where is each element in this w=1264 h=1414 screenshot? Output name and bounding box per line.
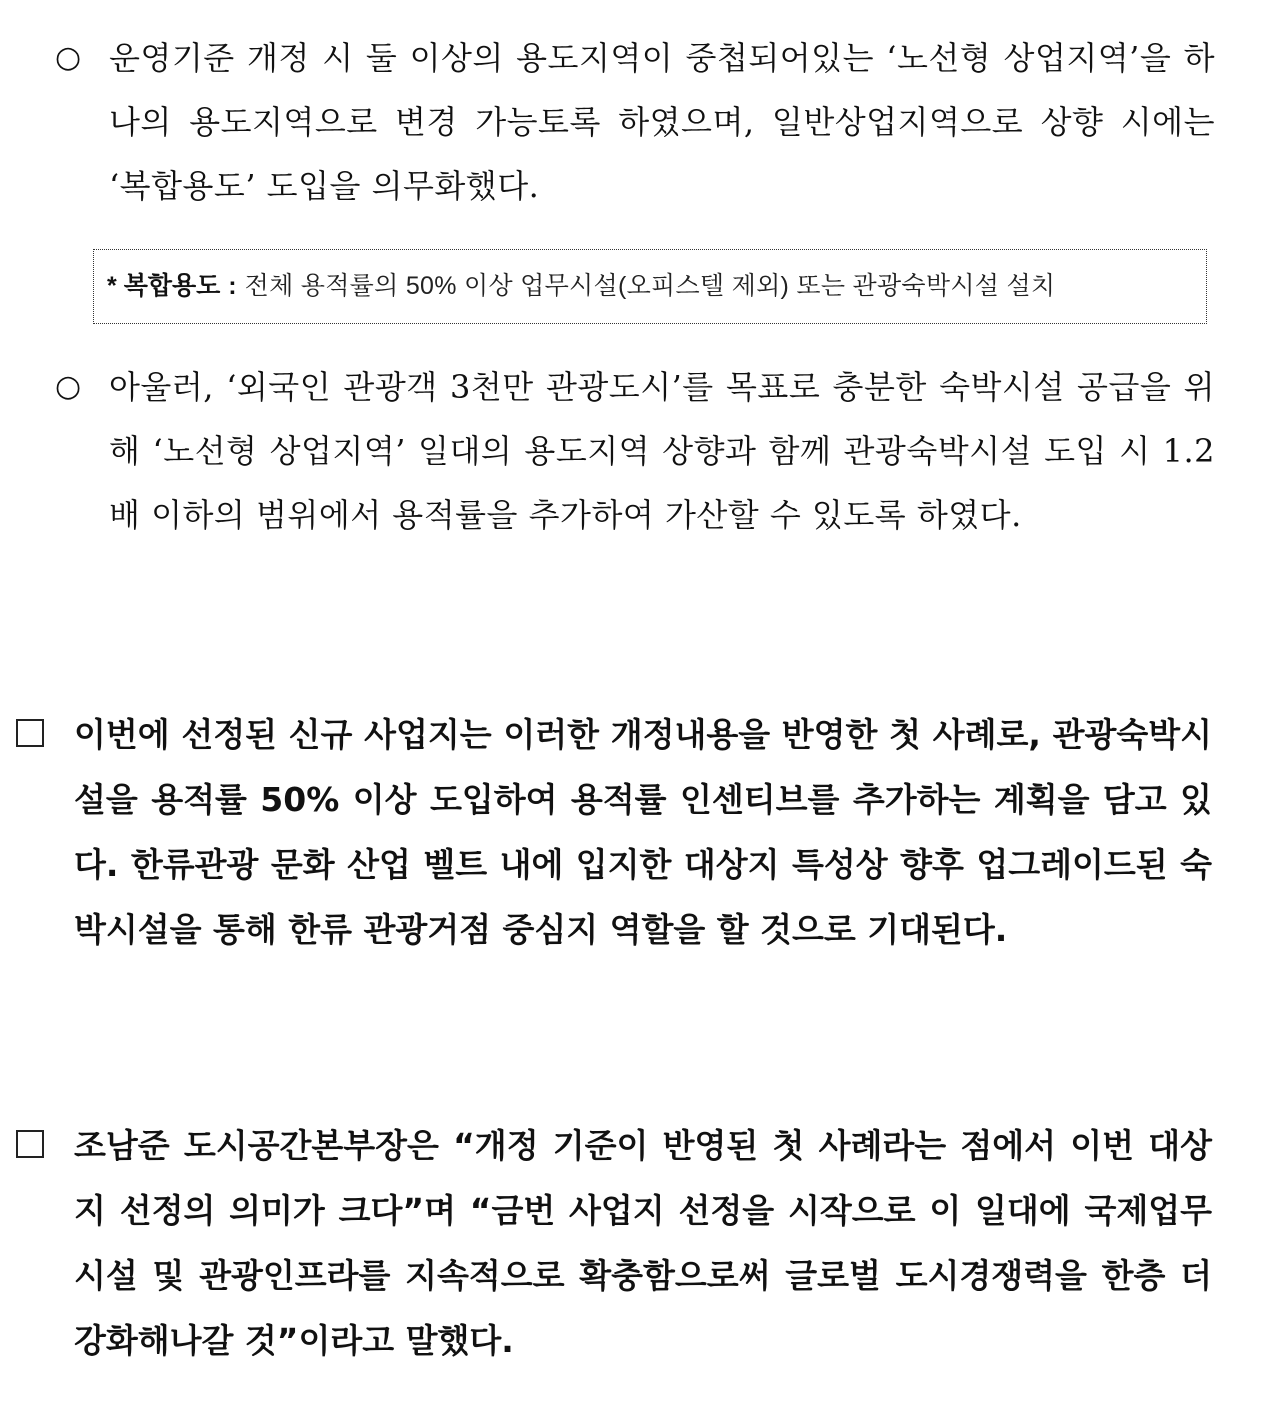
paragraph-director-quote-text: 조남준 도시공간본부장은 “개정 기준이 반영된 첫 사례라는 점에서 이번 대상지 선정의 의미가 크다”며 “금번 사업지 선정을 시작으로 이 일대에 국제업무시설 및 관광인프라를 지속적으로 확충함으로써 글로벌 도시경쟁력을 한층 더 강화해나갈 것”이라고 말했다. bbox=[74, 1126, 1212, 1360]
paragraph-new-site-text: 이번에 선정된 신규 사업지는 이러한 개정내용을 반영한 첫 사례로, 관광숙박시설을 용적률 50% 이상 도입하여 용적률 인센티브를 추가하는 계획을 담고 있다. 한류관광 문화 산업 벨트 내에 입지한 대상지 특성상 향후 업그레이드된 숙박시설을 통해 한류 관광거점 중심지 역할을 할 것으로 기대된다. bbox=[74, 715, 1212, 949]
paragraph-tourism-lodging-text: 아울러, ‘외국인 관광객 3천만 관광도시’를 목표로 충분한 숙박시설 공급을 위해 ‘노선형 상업지역’ 일대의 용도지역 상향과 함께 관광숙박시설 도입 시 1.2배 이하의 범위에서 용적률을 추가하여 가산할 수 있도록 하였다. bbox=[109, 368, 1215, 534]
footnote-asterisk: * bbox=[107, 272, 117, 300]
paragraph-tourism-lodging bbox=[55, 355, 1215, 547]
square-bullet-icon bbox=[16, 719, 44, 747]
footnote-term: 복합용도 bbox=[123, 272, 221, 300]
square-bullet-icon bbox=[16, 1130, 44, 1158]
paragraph-zoning-revision-text: 운영기준 개정 시 둘 이상의 용도지역이 중첩되어있는 ‘노선형 상업지역’을 하나의 용도지역으로 변경 가능토록 하였으며, 일반상업지역으로 상향 시에는 ‘복합용도’ 도입을 의무화했다. bbox=[109, 39, 1215, 205]
footnote-mixed-use-definition bbox=[93, 249, 1207, 324]
paragraph-director-quote bbox=[16, 1113, 1212, 1373]
circle-bullet-icon: ○ bbox=[55, 369, 82, 404]
circle-bullet-icon: ○ bbox=[55, 40, 82, 75]
footnote-body: 전체 용적률의 50% 이상 업무시설(오피스텔 제외) 또는 관광숙박시설 설치 bbox=[244, 272, 1056, 300]
footnote-colon: : bbox=[228, 272, 237, 300]
paragraph-zoning-revision bbox=[55, 26, 1215, 218]
paragraph-new-site bbox=[16, 702, 1212, 962]
